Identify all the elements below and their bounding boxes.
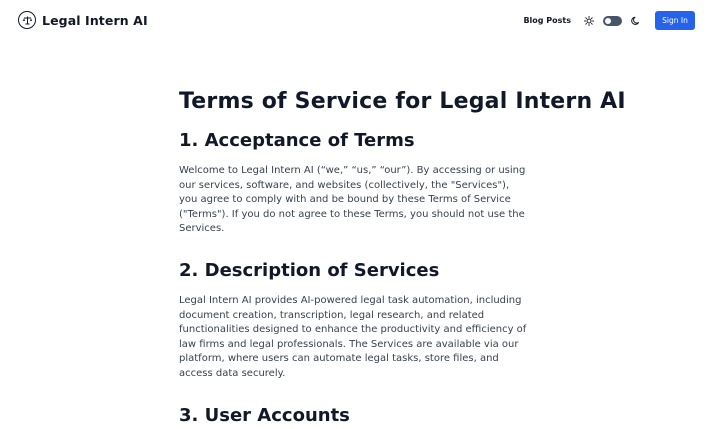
section-heading: 2. Description of Services xyxy=(179,259,440,281)
theme-toggle[interactable] xyxy=(603,16,622,26)
toggle-knob xyxy=(605,18,611,24)
scales-logo-icon xyxy=(18,11,36,29)
top-navbar xyxy=(0,0,711,42)
sun-icon[interactable] xyxy=(583,15,595,27)
sign-in-button[interactable]: Sign In xyxy=(655,11,695,30)
section-heading: 3. User Accounts xyxy=(179,404,350,426)
section-body: Legal Intern AI provides AI-powered legal task automation, including document creation, transcription, legal research, and related functionalities designed to enhance the productivity and efficiency of law firms and legal professionals. The Services are available via our platform, where users can automate legal tasks, store files, and access data securely. xyxy=(179,294,527,379)
section-body: Welcome to Legal Intern AI (“we,” “us,” “our”). By accessing or using our services, software, and websites (collectively, the "Services"), you agree to comply with and be bound by these Terms of Service ("Terms"). If you do not agree to these Terms, you should not use the Services. xyxy=(179,165,526,235)
nav-actions xyxy=(523,11,695,30)
brand-link[interactable] xyxy=(18,11,148,29)
page-title: Terms of Service for Legal Intern AI xyxy=(179,89,626,114)
moon-icon[interactable] xyxy=(630,15,642,27)
terms-content xyxy=(179,86,626,429)
blog-posts-link[interactable]: Blog Posts xyxy=(523,16,571,25)
brand-name: Legal Intern AI xyxy=(42,12,148,28)
section-heading: 1. Acceptance of Terms xyxy=(179,130,415,151)
